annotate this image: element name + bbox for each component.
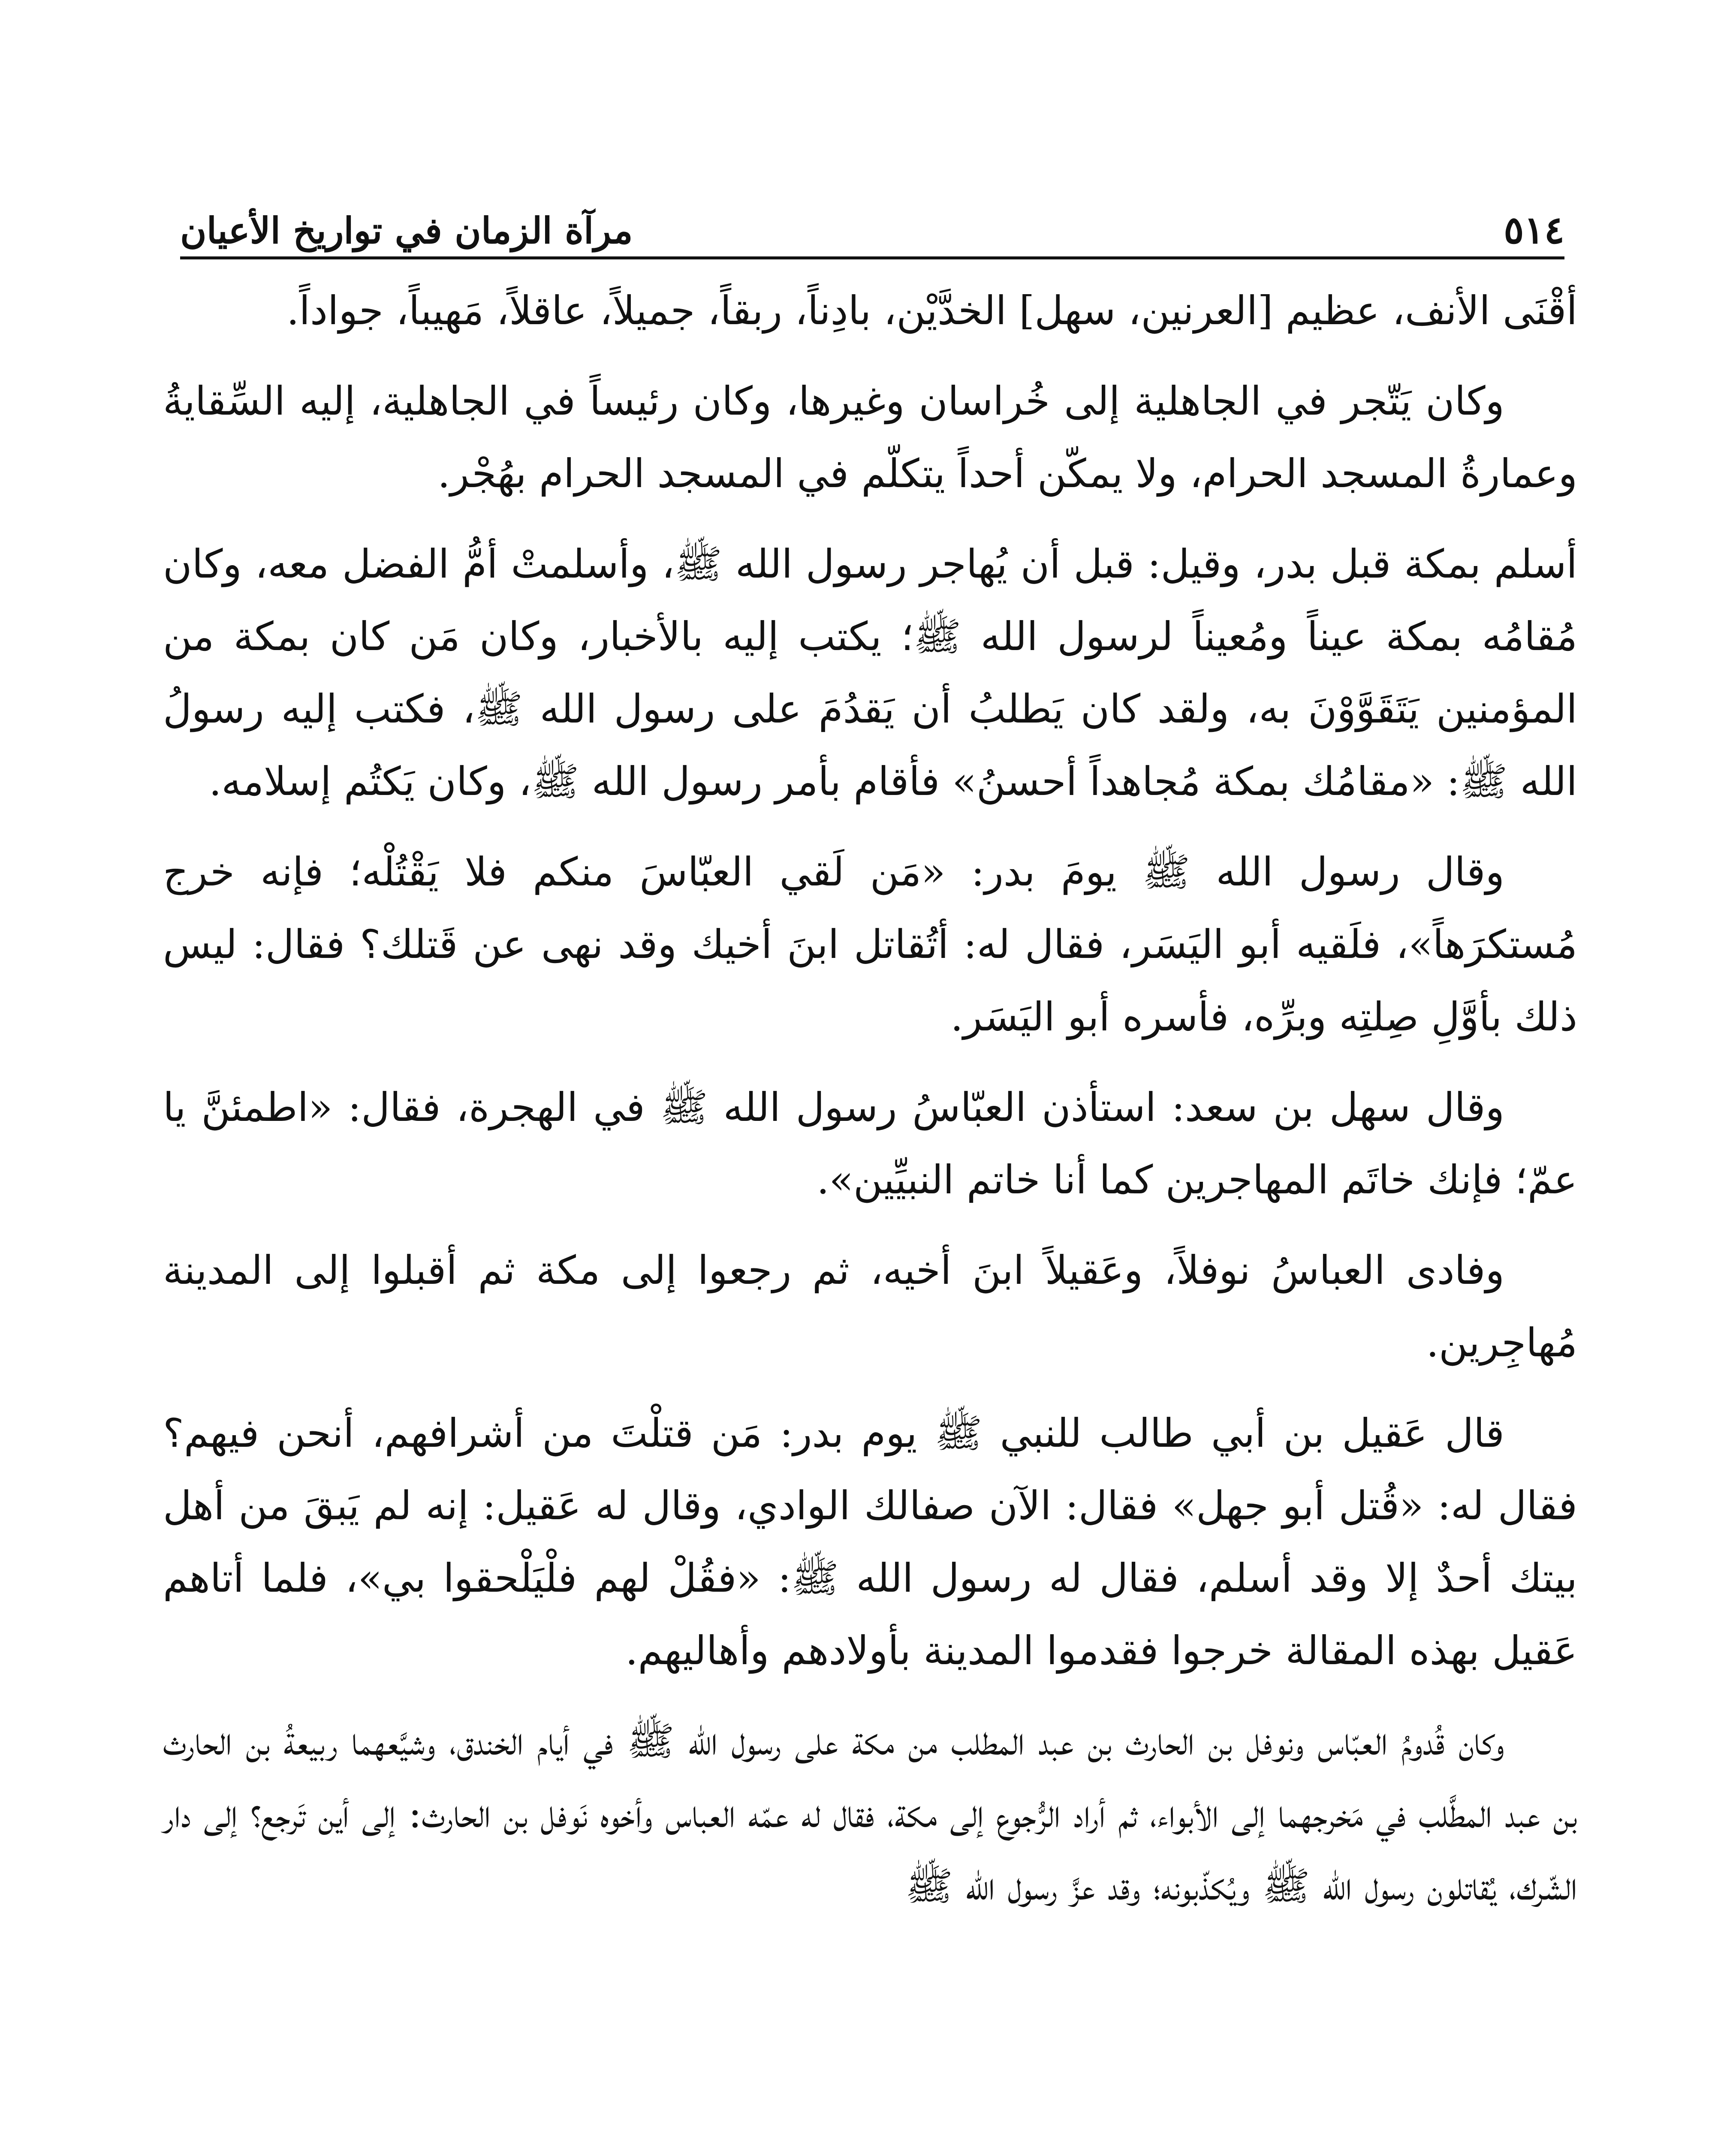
paragraph: وقال رسول الله ﷺ يومَ بدر: «مَن لَقي العبّاسَ منكم فلا يَقْتُلْه؛ فإنه خرج مُستكرَهاً»، فلَقيه أبو اليَسَر، فقال له: أتُقاتل ابنَ أخيك وقد نهى عن قَتلك؟ فقال: ليس ذلك بأوَّلِ صِلتِه وبرِّه، فأسره أبو اليَسَر. [163, 849, 1577, 1040]
book-title: مرآة الزمان في تواريخ الأعيان [180, 209, 633, 252]
running-header [180, 172, 1564, 259]
paragraph: وكان يَتّجر في الجاهلية إلى خُراسان وغيرها، وكان رئيساً في الجاهلية، إليه السِّقايةُ وعمارةُ المسجد الحرام، ولا يمكّن أحداً يتكلّم في المسجد الحرام بهُجْر. [163, 378, 1577, 497]
paragraph: قال عَقيل بن أبي طالب للنبي ﷺ يوم بدر: مَن قتلْتَ من أشرافهم، أنحن فيهم؟ فقال له: «قُتل أبو جهل» فقال: الآن صفالك الوادي، وقال له عَقيل: إنه لم يَبقَ من أهل بيتك أحدٌ إلا وقد أسلم، فقال له رسول الله ﷺ: «فقُلْ لهم فلْيَلْحقوا بي»، فلما أتاهم عَقيل بهذه المقالة خرجوا فقدموا المدينة بأولادهم وأهاليهم. [163, 1410, 1577, 1674]
paragraph: وقال سهل بن سعد: استأذن العبّاسُ رسول الله ﷺ في الهجرة، فقال: «اطمئنَّ يا عمّ؛ فإنك خاتَم المهاجرين كما أنا خاتم النبيِّين». [163, 1084, 1577, 1203]
paragraph: وفادى العباسُ نوفلاً، وعَقيلاً ابنَ أخيه، ثم رجعوا إلى مكة ثم أقبلوا إلى المدينة مُهاجِرين. [163, 1247, 1577, 1366]
paragraph: وكان قُدومُ العبّاس ونوفل بن الحارث بن عبد المطلب من مكة على رسول الله ﷺ في أيام الخندق، وشيَّعهما ربيعةُ بن الحارث بن عبد المطَّلب في مَخرجهما إلى الأبواء، ثم أراد الرُّجوع إلى مكة، فقال له عمّه العباس وأخوه نَوفل بن الحارث: إلى أين تَرجع؟ إلى دار الشّرك، يُقاتلون رسول الله ﷺ ويُكذّبونه؛ وقد عزَّ رسول الله ﷺ [163, 1718, 1577, 1909]
paragraph: أقْنَى الأنف، عظيم [العرنين، سهل] الخدَّيْن، بادِناً، ربقاً، جميلاً، عاقلاً، مَهيباً، جواداً. [286, 288, 1577, 334]
body-text [163, 274, 1577, 1940]
paragraph: أسلم بمكة قبل بدر، وقيل: قبل أن يُهاجر رسول الله ﷺ، وأسلمتْ أمُّ الفضل معه، وكان مُقامُه بمكة عيناً ومُعيناً لرسول الله ﷺ؛ يكتب إليه بالأخبار، وكان مَن كان بمكة من المؤمنين يَتَقَوَّوْنَ به، ولقد كان يَطلبُ أن يَقدُمَ على رسول الله ﷺ، فكتب إليه رسولُ الله ﷺ: «مقامُك بمكة مُجاهداً أحسنُ» فأقام بأمر رسول الله ﷺ، وكان يَكتُم إسلامه. [163, 541, 1578, 804]
page-number: ٥١٤ [1504, 208, 1564, 252]
